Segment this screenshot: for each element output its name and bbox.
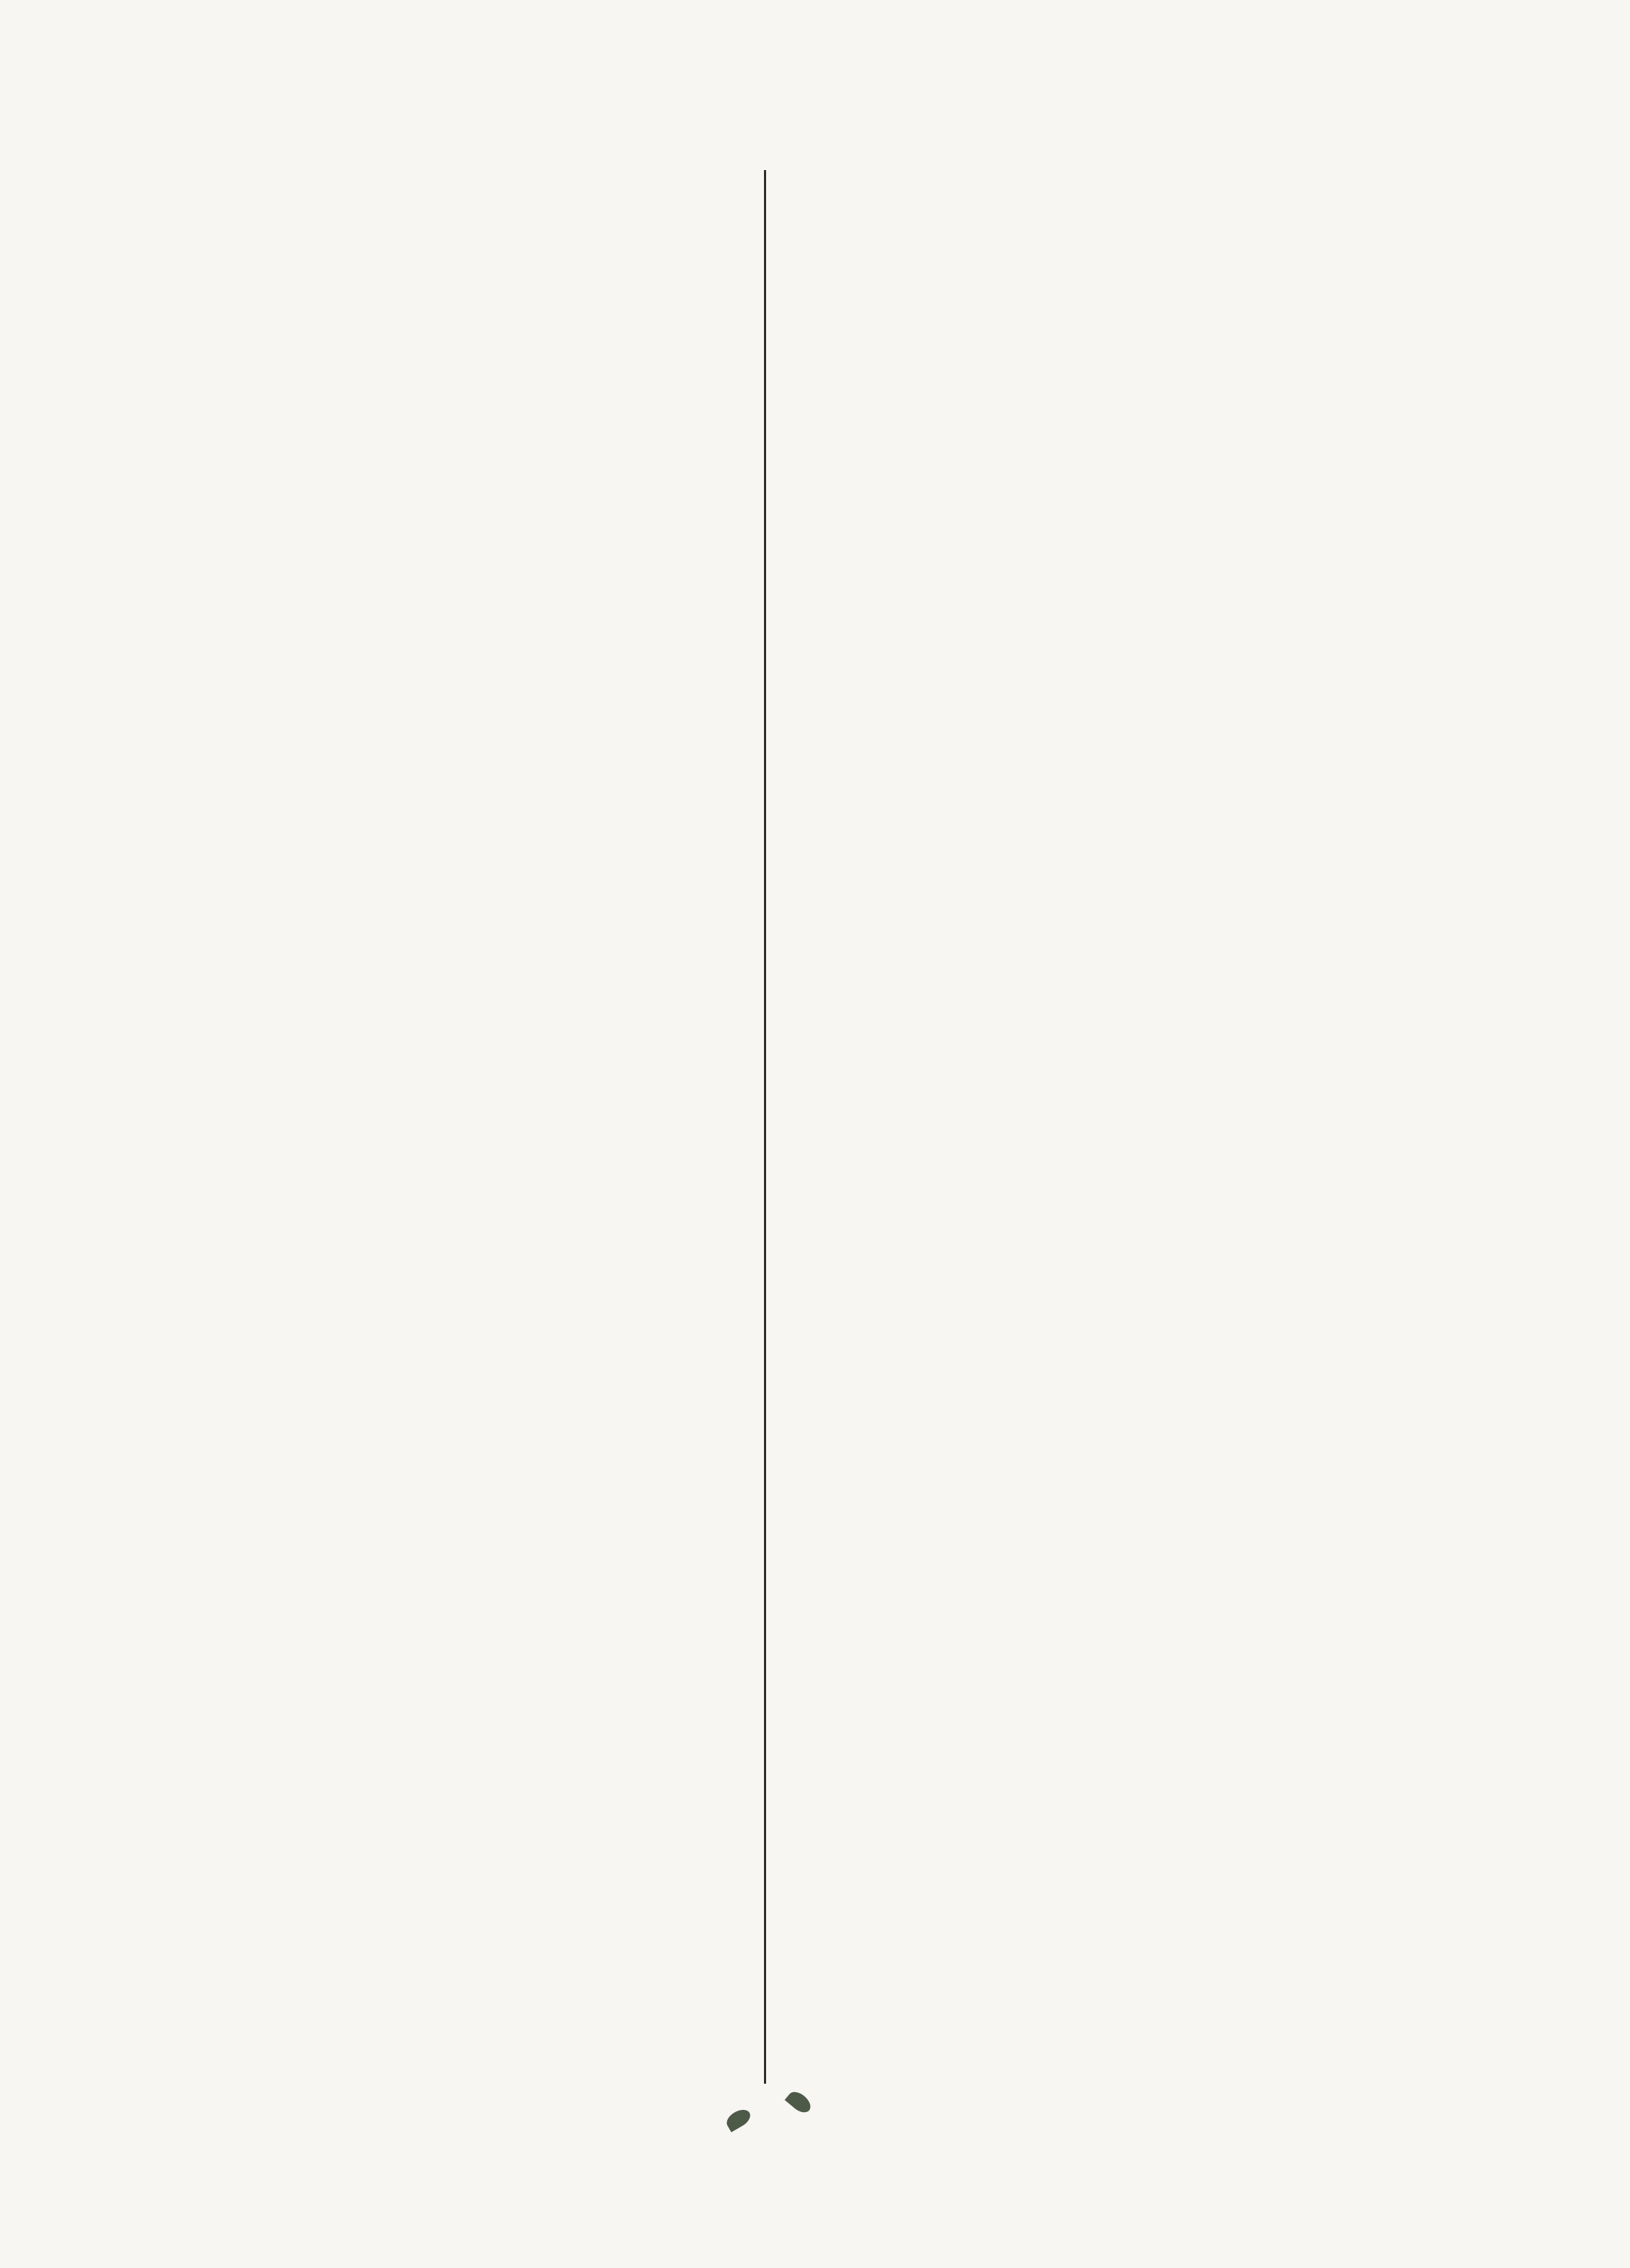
leaf-ornament-icon: [724, 2106, 753, 2132]
column-divider: [764, 170, 766, 2084]
leaf-ornament-icon: [785, 2088, 814, 2116]
page-number-badge: [723, 2080, 815, 2137]
